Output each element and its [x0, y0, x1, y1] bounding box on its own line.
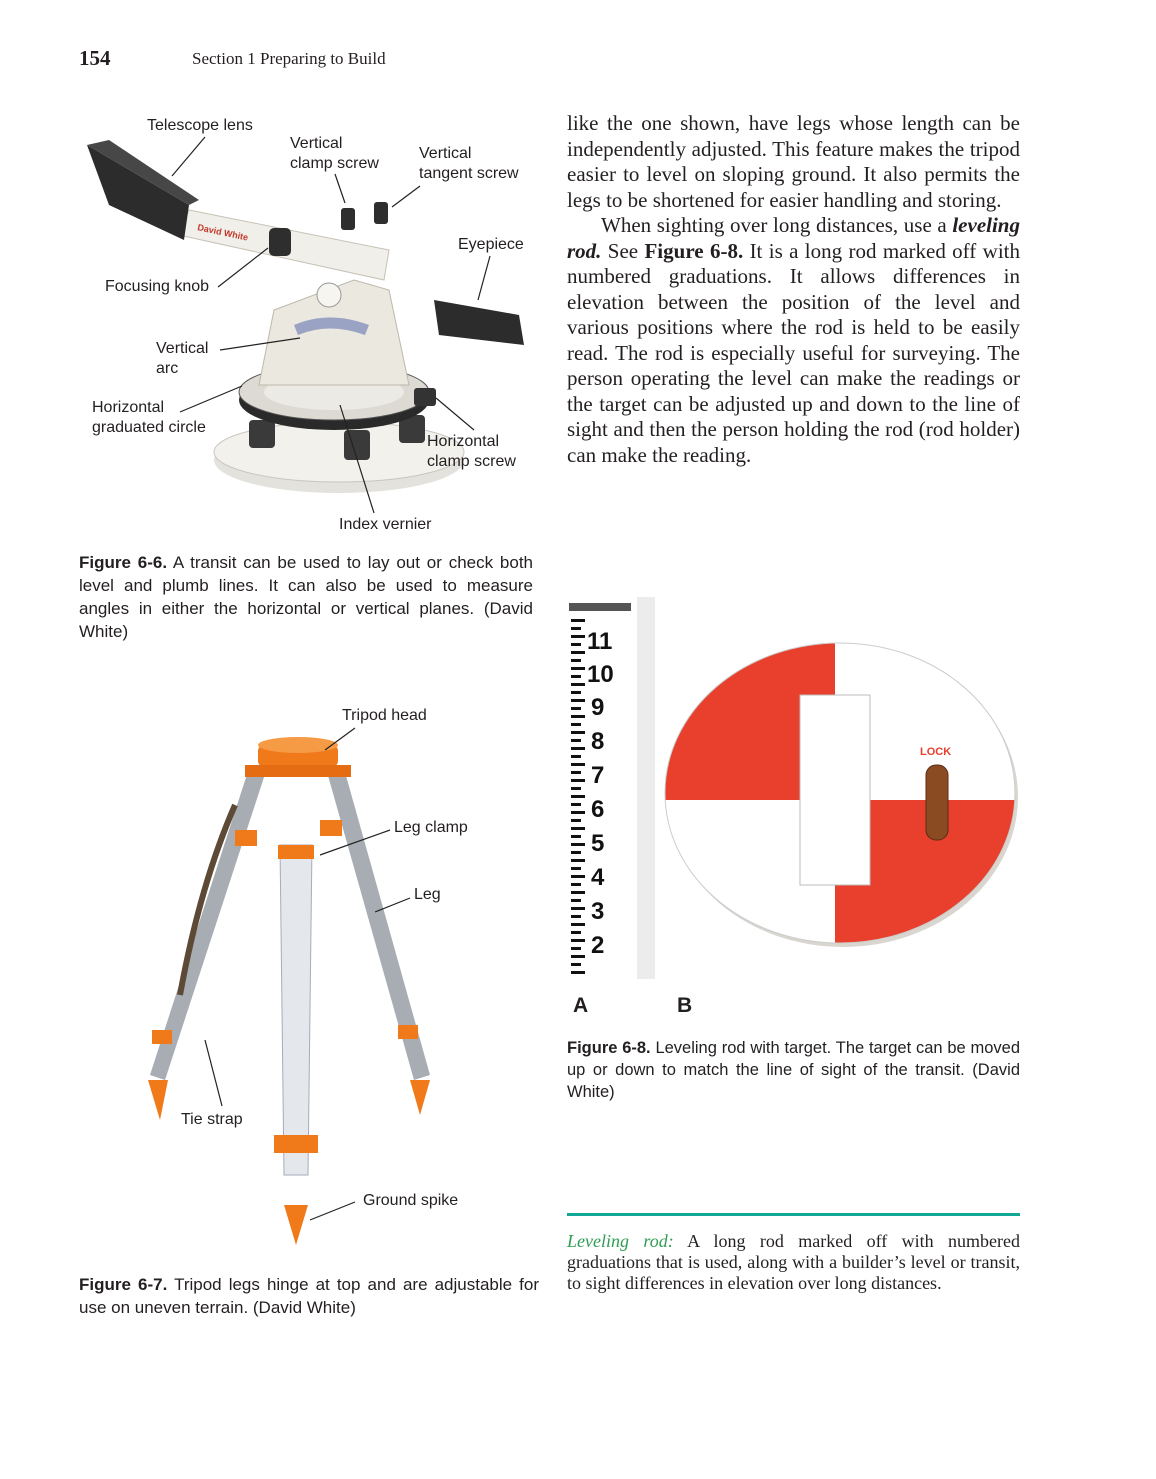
glossary-entry: Leveling rod: A long rod marked off with numbered graduations that is used, along with a builder’s level or transit, to sight differences in elevation over long distances.: [567, 1231, 1021, 1293]
body-text: [567, 111, 1020, 468]
rod-number: 3: [591, 898, 605, 925]
page-number: 154: [79, 46, 111, 70]
label-horizontal-clamp-screw: Horizontal clamp screw: [427, 433, 516, 470]
rod-number: 4: [591, 864, 605, 891]
body-paragraph-1: like the one shown, have legs whose length can be independently adjusted. This feature makes the tripod easier to level on sloping ground. It also permits the legs to be shortened for easier handling and storing.: [567, 111, 1020, 212]
glossary-divider: [567, 1213, 1020, 1216]
leveling-rod-illustration: [567, 597, 655, 979]
label-vertical-arc: Vertical arc: [156, 340, 209, 377]
label-focusing-knob: Focusing knob: [105, 278, 210, 295]
key-term: leveling rod.: [567, 213, 1020, 263]
figure-reference: Figure 6-8.: [644, 238, 744, 263]
brand-text: David White: [196, 222, 250, 243]
running-head: Section 1 Preparing to Build: [192, 49, 386, 68]
lock-label: LOCK: [920, 746, 952, 758]
label-tie-strap: Tie strap: [181, 1111, 243, 1128]
rod-number: 6: [591, 796, 605, 823]
label-vertical-tangent-screw: Vertical tangent screw: [419, 145, 519, 182]
label-vertical-clamp-screw: Vertical clamp screw: [290, 135, 379, 172]
figure-6-7-caption: Figure 6-7. Tripod legs hinge at top and are adjustable for use on uneven terrain. (David White): [79, 1275, 540, 1317]
label-leg: Leg: [414, 886, 441, 903]
figure-6-6-caption: Figure 6-6. A transit can be used to lay out or check both level and plumb lines. It can also be used to measure angles in either the horizontal or vertical planes. (David White): [79, 553, 533, 641]
rod-number: 5: [591, 830, 605, 857]
figure-6-8-caption: Figure 6-8. Leveling rod with target. The target can be moved up or down to match the line of sight of the transit. (David White): [567, 1039, 1021, 1101]
leveling-target-illustration: [660, 635, 1020, 955]
part-a-label: A: [573, 994, 589, 1017]
glossary-term: Leveling rod:: [567, 1231, 674, 1251]
label-leg-clamp: Leg clamp: [394, 819, 468, 836]
part-b-label: B: [677, 994, 693, 1017]
rod-number: 8: [591, 728, 605, 755]
rod-number: 7: [591, 762, 605, 789]
rod-number: 9: [591, 694, 605, 721]
label-horizontal-graduated-circle: Horizontal graduated circle: [92, 399, 206, 436]
label-index-vernier: Index vernier: [339, 516, 432, 533]
label-eyepiece: Eyepiece: [458, 236, 524, 253]
tripod-leader-lines: [0, 690, 600, 1260]
rod-number: 11: [587, 628, 613, 655]
rod-number: 2: [591, 932, 605, 959]
label-tripod-head: Tripod head: [342, 707, 427, 724]
label-telescope-lens: Telescope lens: [147, 117, 253, 134]
body-paragraph-2: When sighting over long distances, use a leveling rod. See Figure 6-8. It is a long rod marked off with numbered graduations. It allows differences in elevation between the position of the level and various positions where the rod is held to be easily read. The rod is especially useful for surveying. The person operating the level can make the readings or the target can be adjusted up and down to the line of sight and then the person holding the rod (rod holder) can make the reading.: [567, 213, 1020, 467]
label-ground-spike: Ground spike: [363, 1192, 459, 1209]
rod-number: 10: [587, 661, 614, 688]
